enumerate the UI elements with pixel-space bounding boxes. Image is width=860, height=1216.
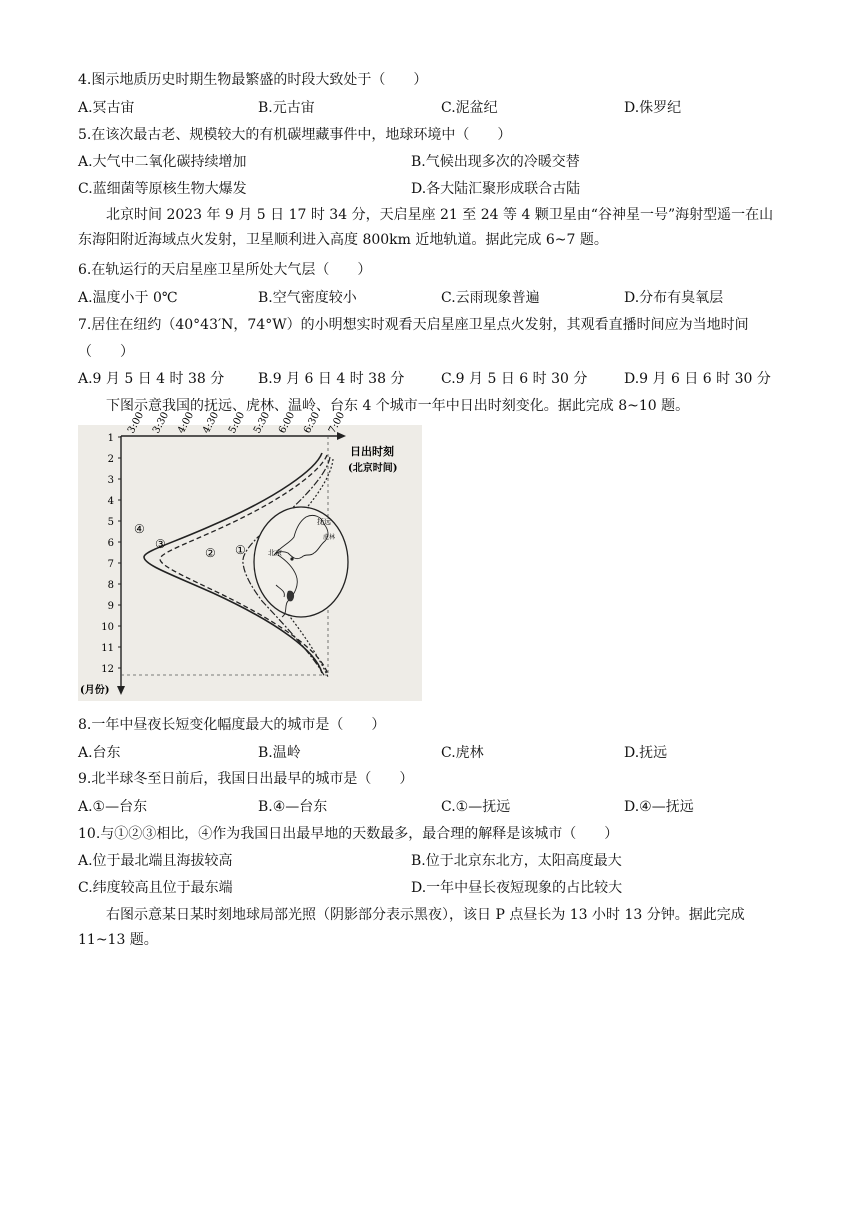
curve-label-3: ③ (155, 537, 166, 551)
x-axis-subtitle: (北京时间) (348, 463, 398, 474)
question-9-stem: 9.北半球冬至日前后，我国日出最早的城市是（ ） (78, 771, 414, 787)
question-8-stem: 8.一年中昼夜长短变化幅度最大的城市是（ ） (78, 717, 386, 733)
question-7-option-b: B.9 月 6 日 4 时 38 分 (258, 371, 405, 387)
x-axis-title: 日出时刻 (350, 445, 394, 458)
question-7-option-c: C.9 月 5 日 6 时 30 分 (441, 371, 588, 387)
y-tick-label: 3 (107, 475, 114, 486)
question-5-option-c: C.蓝细菌等原核生物大爆发 (78, 181, 247, 197)
passage-6-7: 北京时间 2023 年 9 月 5 日 17 时 34 分，天启星座 21 至 24 等 4 颗卫星由“谷神星一号”海射型遥一在山东海阳附近海域点火发射，卫星顺利进入高度 800km 近地轨道。据此完成 6~7 题。 (78, 207, 774, 248)
question-9-option-d: D.④—抚远 (624, 799, 694, 815)
x-tick-label: 3:30 (150, 410, 172, 436)
map-label-beijing: 北京 (268, 549, 282, 557)
inset-map-circle (254, 507, 348, 617)
map-label-hulin: 虎林 (323, 534, 336, 541)
inset-map (254, 507, 348, 617)
question-6-stem: 6.在轨运行的天启星座卫星所处大气层（ ） (78, 262, 372, 278)
y-tick-label: 2 (107, 454, 114, 465)
x-tick-label: 5:00 (226, 410, 248, 436)
y-tick-label: 11 (101, 643, 114, 654)
question-9-option-a: A.①—台东 (78, 799, 148, 815)
question-5-option-a: A.大气中二氧化碳持续增加 (78, 154, 247, 170)
y-tick-label: 12 (101, 664, 114, 675)
question-9-option-c: C.①—抚远 (441, 799, 511, 815)
question-6-option-b: B.空气密度较小 (258, 290, 357, 306)
x-tick-group (126, 410, 347, 435)
curve-label-1: ① (235, 543, 246, 557)
y-tick-group (101, 433, 114, 675)
passage-11-13: 右图示意某日某时刻地球局部光照（阴影部分表示黑夜），该日 P 点昼长为 13 小时 13 分钟。据此完成 11~13 题。 (78, 907, 745, 948)
question-9-option-b: B.④—台东 (258, 799, 328, 815)
map-label-fuyuan: 抚远 (317, 518, 331, 526)
sunrise-time-figure (78, 410, 422, 701)
y-tick-label: 1 (107, 433, 114, 444)
question-6-option-a: A.温度小于 0℃ (78, 290, 178, 306)
x-axis-arrow (337, 432, 346, 440)
question-6-option-c: C.云雨现象普遍 (441, 290, 540, 306)
question-8-option-c: C.虎林 (441, 745, 484, 761)
question-8-option-b: B.温岭 (258, 745, 301, 761)
question-6-option-d: D.分布有臭氧层 (624, 290, 724, 306)
x-tick-label: 3:00 (125, 410, 147, 436)
question-5-option-d: D.各大陆汇聚形成联合古陆 (411, 181, 581, 197)
question-4-stem: 4.图示地质历史时期生物最繁盛的时段大致处于（ ） (78, 72, 428, 88)
question-7-option-d: D.9 月 6 日 6 时 30 分 (624, 371, 771, 387)
question-10-option-c: C.纬度较高且位于最东端 (78, 880, 233, 896)
x-tick-label: 6:00 (276, 410, 298, 436)
question-5-stem: 5.在该次最古老、规模较大的有机碳埋藏事件中，地球环境中（ ） (78, 127, 512, 143)
y-tick-label: 4 (107, 496, 114, 507)
question-7-stem: 7.居住在纽约（40°43′N，74°W）的小明想实时观看天启星座卫星点火发射，其观看直播时间应为当地时间 (78, 317, 749, 333)
y-axis-title: (月份) (80, 685, 110, 696)
y-tick-label: 6 (107, 538, 114, 549)
question-4-option-d: D.侏罗纪 (624, 100, 682, 116)
x-tick-label: 7:00 (326, 410, 348, 436)
question-8-option-d: D.抚远 (624, 745, 668, 761)
x-tick-label: 4:30 (200, 410, 222, 436)
question-10-option-b: B.位于北京东北方，太阳高度最大 (411, 853, 622, 869)
question-10-option-a: A.位于最北端且海拔较高 (78, 853, 233, 869)
question-10-option-d: D.一年中昼长夜短现象的占比较大 (411, 880, 623, 896)
y-tick-label: 9 (107, 601, 114, 612)
question-4-option-b: B.元古宙 (258, 100, 315, 116)
x-tick-label: 5:30 (251, 410, 273, 436)
question-4-option-c: C.泥盆纪 (441, 100, 498, 116)
y-axis-arrow (117, 686, 125, 695)
y-tick-label: 7 (107, 559, 114, 570)
y-tick-label: 5 (107, 517, 114, 528)
curve-label-4: ④ (134, 522, 145, 536)
question-7-stem-blank: （ ） (78, 344, 134, 360)
curve-label-2: ② (205, 546, 216, 560)
y-tick-label: 10 (101, 622, 114, 633)
question-4-option-a: A.冥古宙 (78, 100, 135, 116)
question-10-stem: 10.与①②③相比，④作为我国日出最早地的天数最多，最合理的解释是该城市（ ） (78, 826, 619, 842)
y-tick-label: 8 (107, 580, 114, 591)
question-5-option-b: B.气候出现多次的冷暖交替 (411, 154, 580, 170)
x-tick-label: 4:00 (175, 410, 197, 436)
question-7-option-a: A.9 月 5 日 4 时 38 分 (78, 371, 225, 387)
question-8-option-a: A.台东 (78, 745, 121, 761)
beijing-marker (290, 557, 293, 560)
x-tick-label: 6:30 (301, 410, 323, 436)
passage-8-10: 下图示意我国的抚远、虎林、温岭、台东 4 个城市一年中日出时刻变化。据此完成 8~10 题。 (106, 398, 690, 414)
